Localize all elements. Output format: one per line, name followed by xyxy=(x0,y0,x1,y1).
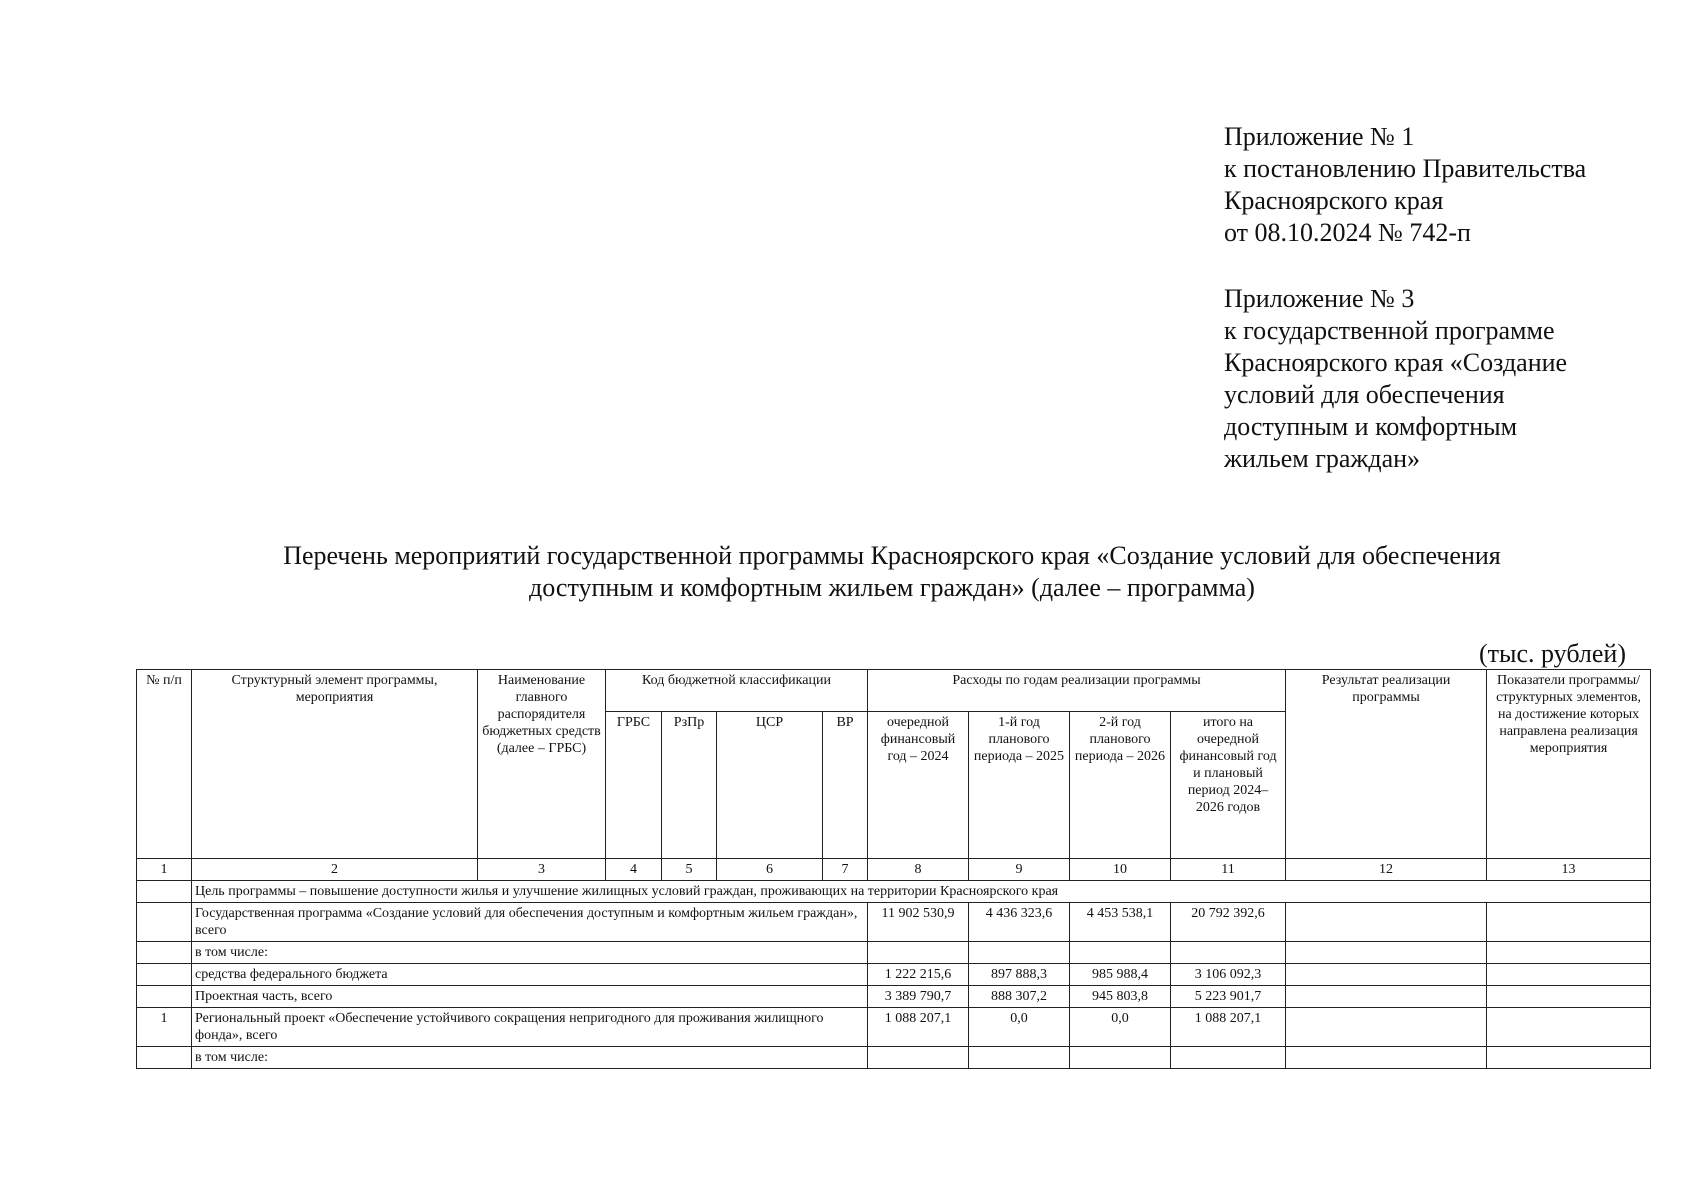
table-row xyxy=(137,942,1651,964)
row-value-total xyxy=(1171,1047,1286,1069)
row-indicators xyxy=(1487,1008,1651,1047)
row-indicators xyxy=(1487,903,1651,942)
row-value-2025: 897 888,3 xyxy=(969,964,1070,986)
row-name: Государственная программа «Создание условий для обеспечения доступным и комфортным жильем граждан», всего xyxy=(192,903,868,942)
row-value-2024: 1 222 215,6 xyxy=(868,964,969,986)
column-number: 4 xyxy=(606,859,662,881)
document-title-line-1: Перечень мероприятий государственной программы Красноярского края «Создание условий для обеспечения xyxy=(283,541,1501,570)
row-value-2026: 0,0 xyxy=(1070,1008,1171,1047)
row-num: 1 xyxy=(137,1008,192,1047)
row-num xyxy=(137,1047,192,1069)
row-result xyxy=(1286,986,1487,1008)
row-value-total xyxy=(1171,942,1286,964)
row-value-2025: 4 436 323,6 xyxy=(969,903,1070,942)
column-number: 9 xyxy=(969,859,1070,881)
header-year-2026: 2-й год планового периода – 2026 xyxy=(1070,712,1171,859)
row-value-2025: 888 307,2 xyxy=(969,986,1070,1008)
header-year-2025: 1-й год планового периода – 2025 xyxy=(969,712,1070,859)
row-num xyxy=(137,964,192,986)
column-number: 11 xyxy=(1171,859,1286,881)
table-row xyxy=(137,1008,1651,1047)
row-name: средства федерального бюджета xyxy=(192,964,868,986)
activities-table xyxy=(136,669,1651,1069)
header-num: № п/п xyxy=(137,670,192,859)
header-vr: ВР xyxy=(823,712,868,859)
row-value-2024: 3 389 790,7 xyxy=(868,986,969,1008)
row-value-2024 xyxy=(868,1047,969,1069)
row-name: Проектная часть, всего xyxy=(192,986,868,1008)
table-row xyxy=(137,986,1651,1008)
row-indicators xyxy=(1487,942,1651,964)
row-num xyxy=(137,942,192,964)
row-indicators xyxy=(1487,1047,1651,1069)
row-num xyxy=(137,903,192,942)
row-value-2024 xyxy=(868,942,969,964)
goal-text: Цель программы – повышение доступности жилья и улучшение жилищных условий граждан, проживающих на территории Красноярского края xyxy=(192,881,1651,903)
header-element: Структурный элемент программы, мероприятия xyxy=(192,670,478,859)
row-result xyxy=(1286,1008,1487,1047)
row-result xyxy=(1286,903,1487,942)
column-number: 1 xyxy=(137,859,192,881)
appendix-1-line: к постановлению Правительства xyxy=(1224,154,1587,183)
appendix-1-line: Приложение № 1 xyxy=(1224,122,1415,151)
row-value-2024: 11 902 530,9 xyxy=(868,903,969,942)
column-number: 10 xyxy=(1070,859,1171,881)
units-label: (тыс. рублей) xyxy=(1478,639,1626,668)
row-value-total: 1 088 207,1 xyxy=(1171,1008,1286,1047)
table-row xyxy=(137,1047,1651,1069)
row-result xyxy=(1286,964,1487,986)
column-number: 13 xyxy=(1487,859,1651,881)
row-value-2026: 945 803,8 xyxy=(1070,986,1171,1008)
appendix-3-line: Приложение № 3 xyxy=(1224,284,1415,313)
appendix-1-block xyxy=(1224,121,1586,249)
row-name: Региональный проект «Обеспечение устойчивого сокращения непригодного для проживания жилищного фонда», всего xyxy=(192,1008,868,1047)
row-value-2025: 0,0 xyxy=(969,1008,1070,1047)
row-value-2026 xyxy=(1070,1047,1171,1069)
header-grbs: ГРБС xyxy=(606,712,662,859)
row-num xyxy=(137,986,192,1008)
row-name: в том числе: xyxy=(192,942,868,964)
header-grbs-name: Наименование главного распорядителя бюджетных средств (далее – ГРБС) xyxy=(478,670,606,859)
column-number: 6 xyxy=(717,859,823,881)
appendix-1-line: от 08.10.2024 № 742-п xyxy=(1224,218,1471,247)
row-value-2026: 4 453 538,1 xyxy=(1070,903,1171,942)
appendix-3-line: Красноярского края «Создание xyxy=(1224,348,1568,377)
appendix-3-line: доступным и комфортным xyxy=(1224,412,1518,441)
appendix-3-line: жильем граждан» xyxy=(1224,444,1421,473)
appendix-3-block xyxy=(1224,283,1567,475)
goal-num-cell xyxy=(137,881,192,903)
header-row-1 xyxy=(137,670,1651,712)
appendix-1-line: Красноярского края xyxy=(1224,186,1444,215)
row-result xyxy=(1286,942,1487,964)
row-value-2026: 985 988,4 xyxy=(1070,964,1171,986)
column-number-row xyxy=(137,859,1651,881)
row-value-2025 xyxy=(969,1047,1070,1069)
row-value-total: 3 106 092,3 xyxy=(1171,964,1286,986)
row-indicators xyxy=(1487,986,1651,1008)
row-value-2026 xyxy=(1070,942,1171,964)
header-year-2024: очередной финансовый год – 2024 xyxy=(868,712,969,859)
document-title-line-2: доступным и комфортным жильем граждан» (далее – программа) xyxy=(529,573,1255,602)
header-rzpr: РзПр xyxy=(662,712,717,859)
row-value-total: 20 792 392,6 xyxy=(1171,903,1286,942)
column-number: 5 xyxy=(662,859,717,881)
document-title xyxy=(130,540,1654,604)
row-indicators xyxy=(1487,964,1651,986)
row-name: в том числе: xyxy=(192,1047,868,1069)
header-code-group: Код бюджетной классификации xyxy=(606,670,868,712)
row-value-2024: 1 088 207,1 xyxy=(868,1008,969,1047)
appendix-3-line: к государственной программе xyxy=(1224,316,1555,345)
column-number: 8 xyxy=(868,859,969,881)
header-total: итого на очередной финансовый год и плановый период 2024–2026 годов xyxy=(1171,712,1286,859)
header-indicators: Показатели программы/ структурных элементов, на достижение которых направлена реализация мероприятия xyxy=(1487,670,1651,859)
row-value-2025 xyxy=(969,942,1070,964)
column-number: 3 xyxy=(478,859,606,881)
header-result: Результат реализации программы xyxy=(1286,670,1487,859)
column-number: 7 xyxy=(823,859,868,881)
header-csr: ЦСР xyxy=(717,712,823,859)
column-number: 12 xyxy=(1286,859,1487,881)
header-expenses-group: Расходы по годам реализации программы xyxy=(868,670,1286,712)
table-row xyxy=(137,903,1651,942)
row-result xyxy=(1286,1047,1487,1069)
table-row xyxy=(137,964,1651,986)
column-number: 2 xyxy=(192,859,478,881)
appendix-3-line: условий для обеспечения xyxy=(1224,380,1505,409)
row-value-total: 5 223 901,7 xyxy=(1171,986,1286,1008)
goal-row xyxy=(137,881,1651,903)
